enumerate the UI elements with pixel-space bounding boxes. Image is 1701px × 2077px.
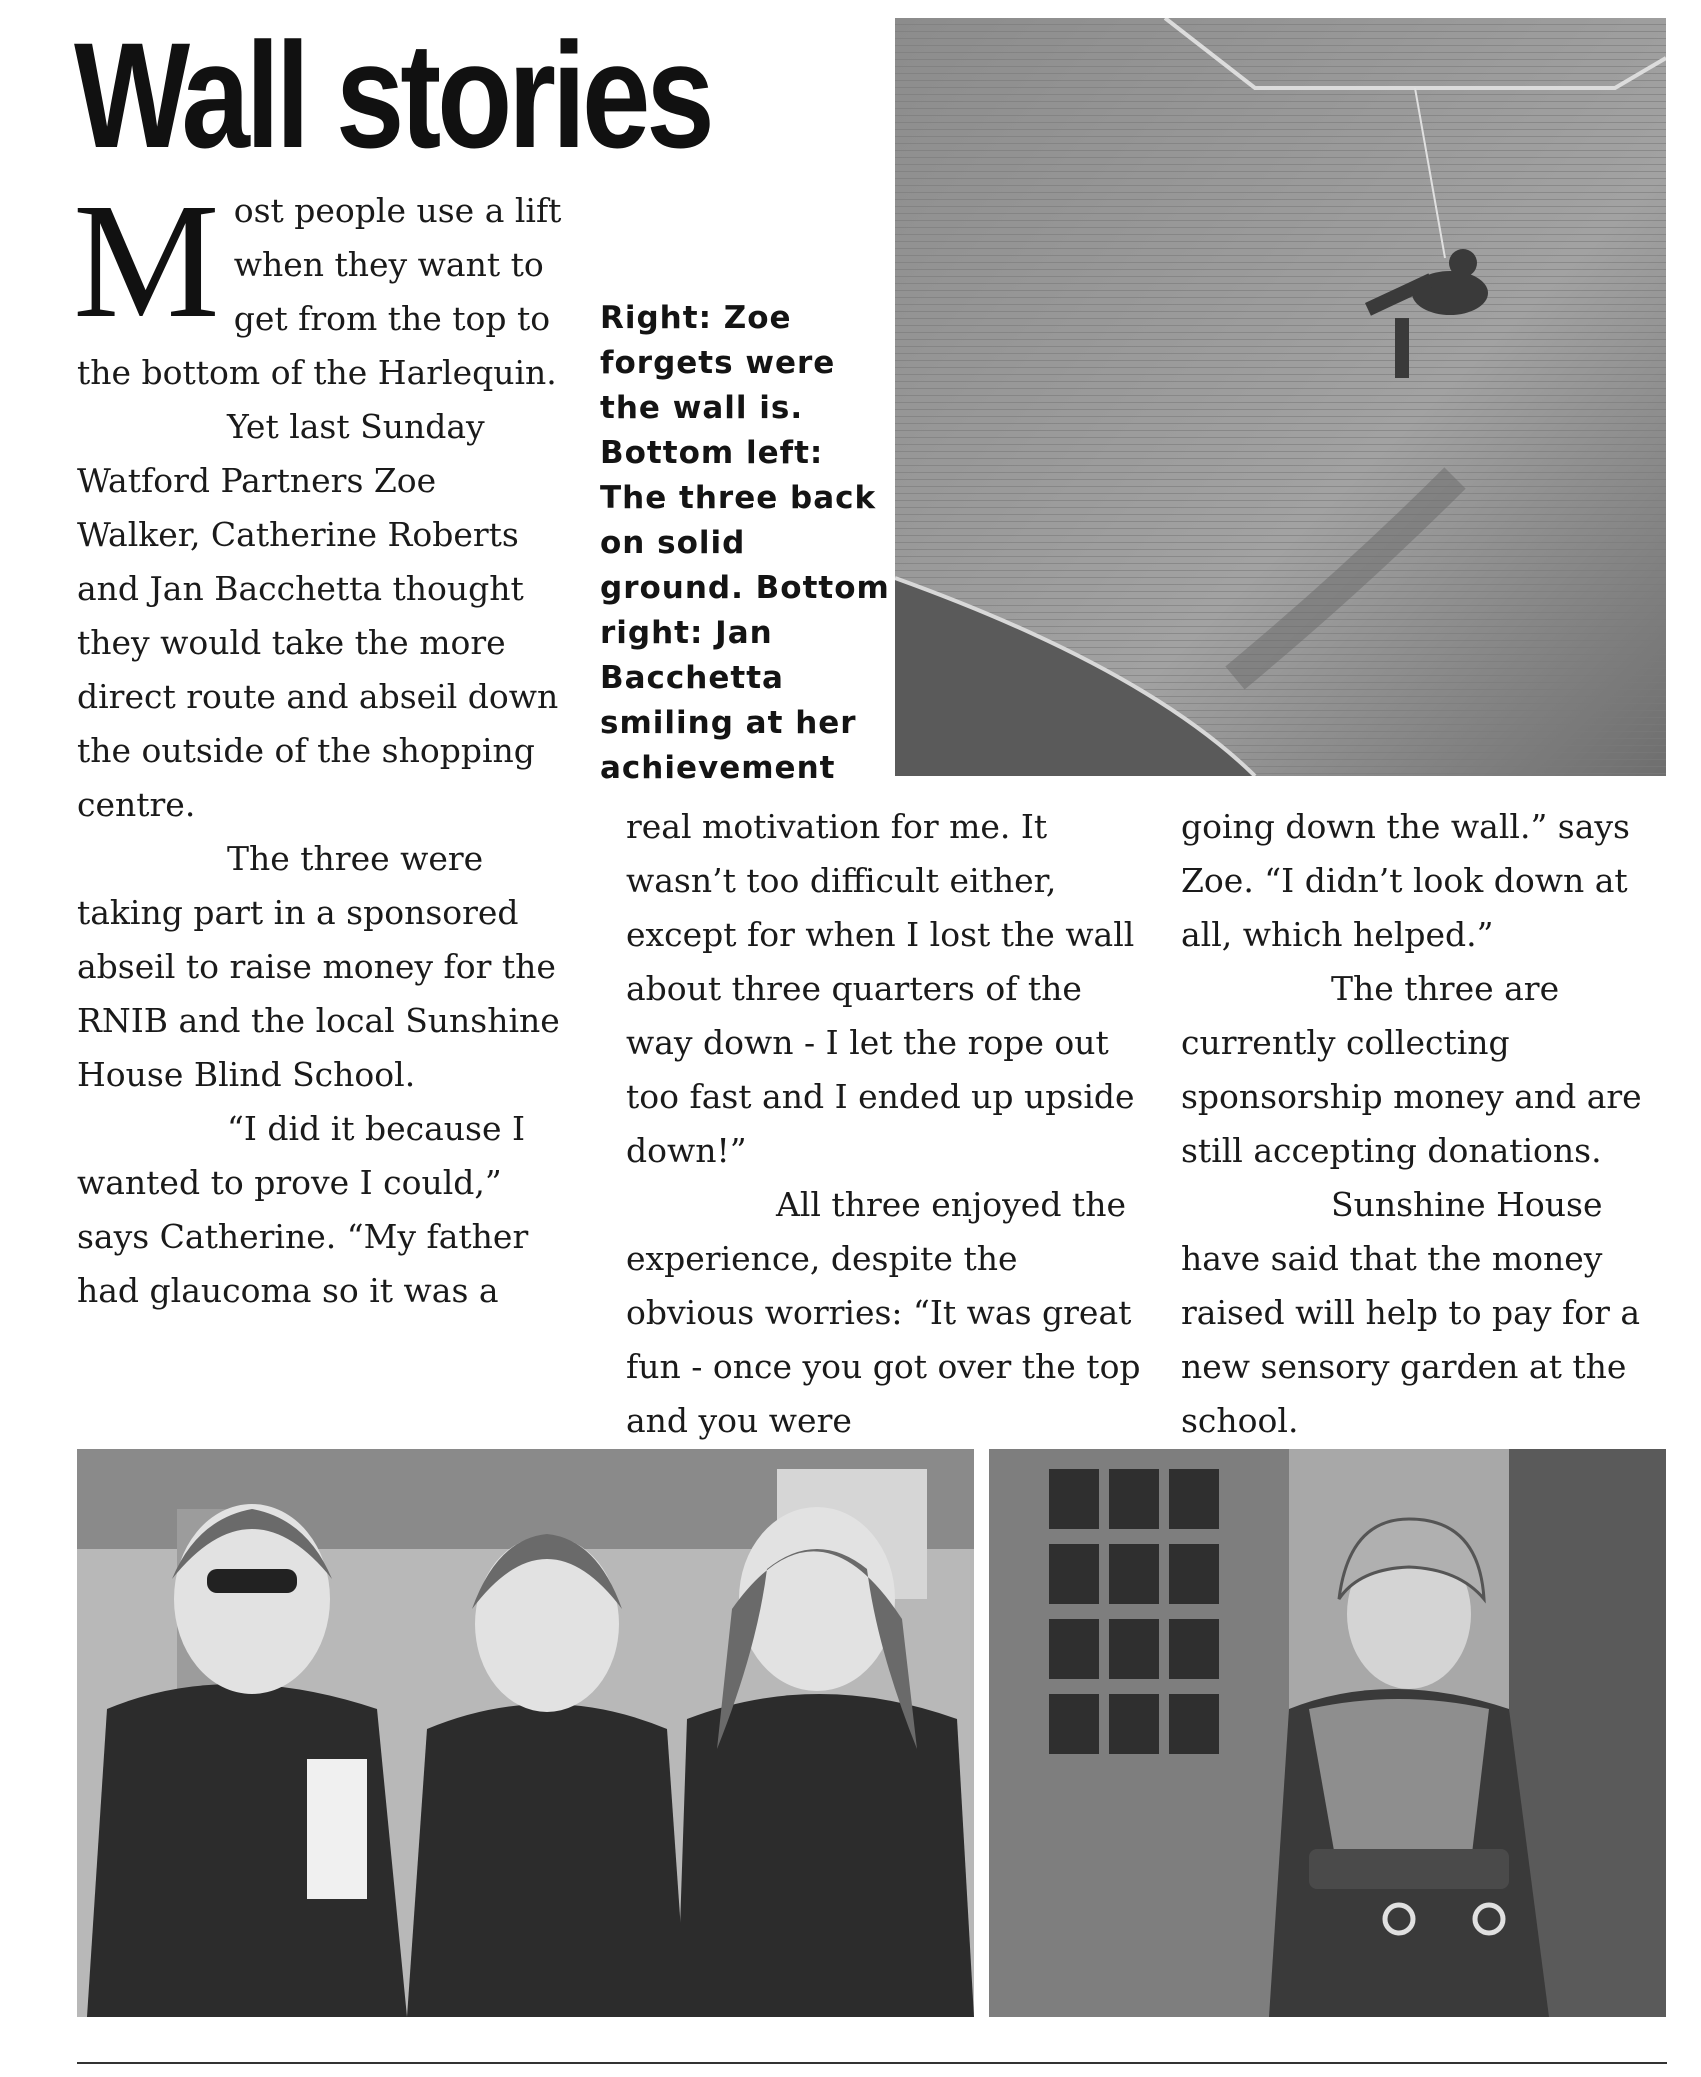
paragraph: Yet last Sunday Watford Partners Zoe Walker, Catherine Roberts and Jan Bacchetta thought they would take the more direct route and abseil down the outside of the shopping centre. — [77, 407, 559, 824]
paragraph: All three enjoyed the experience, despite the obvious worries: “It was great fun - once you got over the top and you were — [626, 1185, 1141, 1440]
article-column-1 — [73, 169, 567, 1318]
bottom-rule — [77, 2062, 1667, 2064]
paragraph: The three are currently collecting sponsorship money and are still accepting donations. — [1181, 969, 1642, 1170]
paragraph: going down the wall.” says Zoe. “I didn’t look down at all, which helped.” — [1181, 807, 1630, 954]
paragraph: Sunshine House have said that the money raised will help to pay for a new sensory garden at the school. — [1181, 1185, 1641, 1440]
intro-paragraph: ost people use a lift when they want to get from the top to the bottom of the Harlequin. — [77, 191, 562, 392]
three-women-photo — [77, 1449, 974, 2017]
drop-cap: M — [73, 169, 220, 352]
abseil-wall-photo — [895, 18, 1666, 776]
photo-caption: Right: Zoe forgets were the wall is. Bottom left: The three back on solid ground. Bottom right: Jan Bacchetta smiling at her achievement — [600, 300, 890, 786]
paragraph: “I did it because I wanted to prove I could,” says Catherine. “My father had glaucoma so it was a — [77, 1109, 529, 1310]
paragraph: real motivation for me. It wasn’t too difficult either, except for when I lost the wall about three quarters of the way down - I let the rope out too fast and I ended up upside down!” — [626, 807, 1135, 1170]
paragraph: The three were taking part in a sponsored abseil to raise money for the RNIB and the local Sunshine House Blind School. — [77, 839, 560, 1094]
article-column-3 — [1181, 800, 1681, 1448]
headline: Wall stories — [74, 11, 711, 179]
article-column-2 — [626, 800, 1146, 1448]
jan-bacchetta-photo — [989, 1449, 1666, 2017]
